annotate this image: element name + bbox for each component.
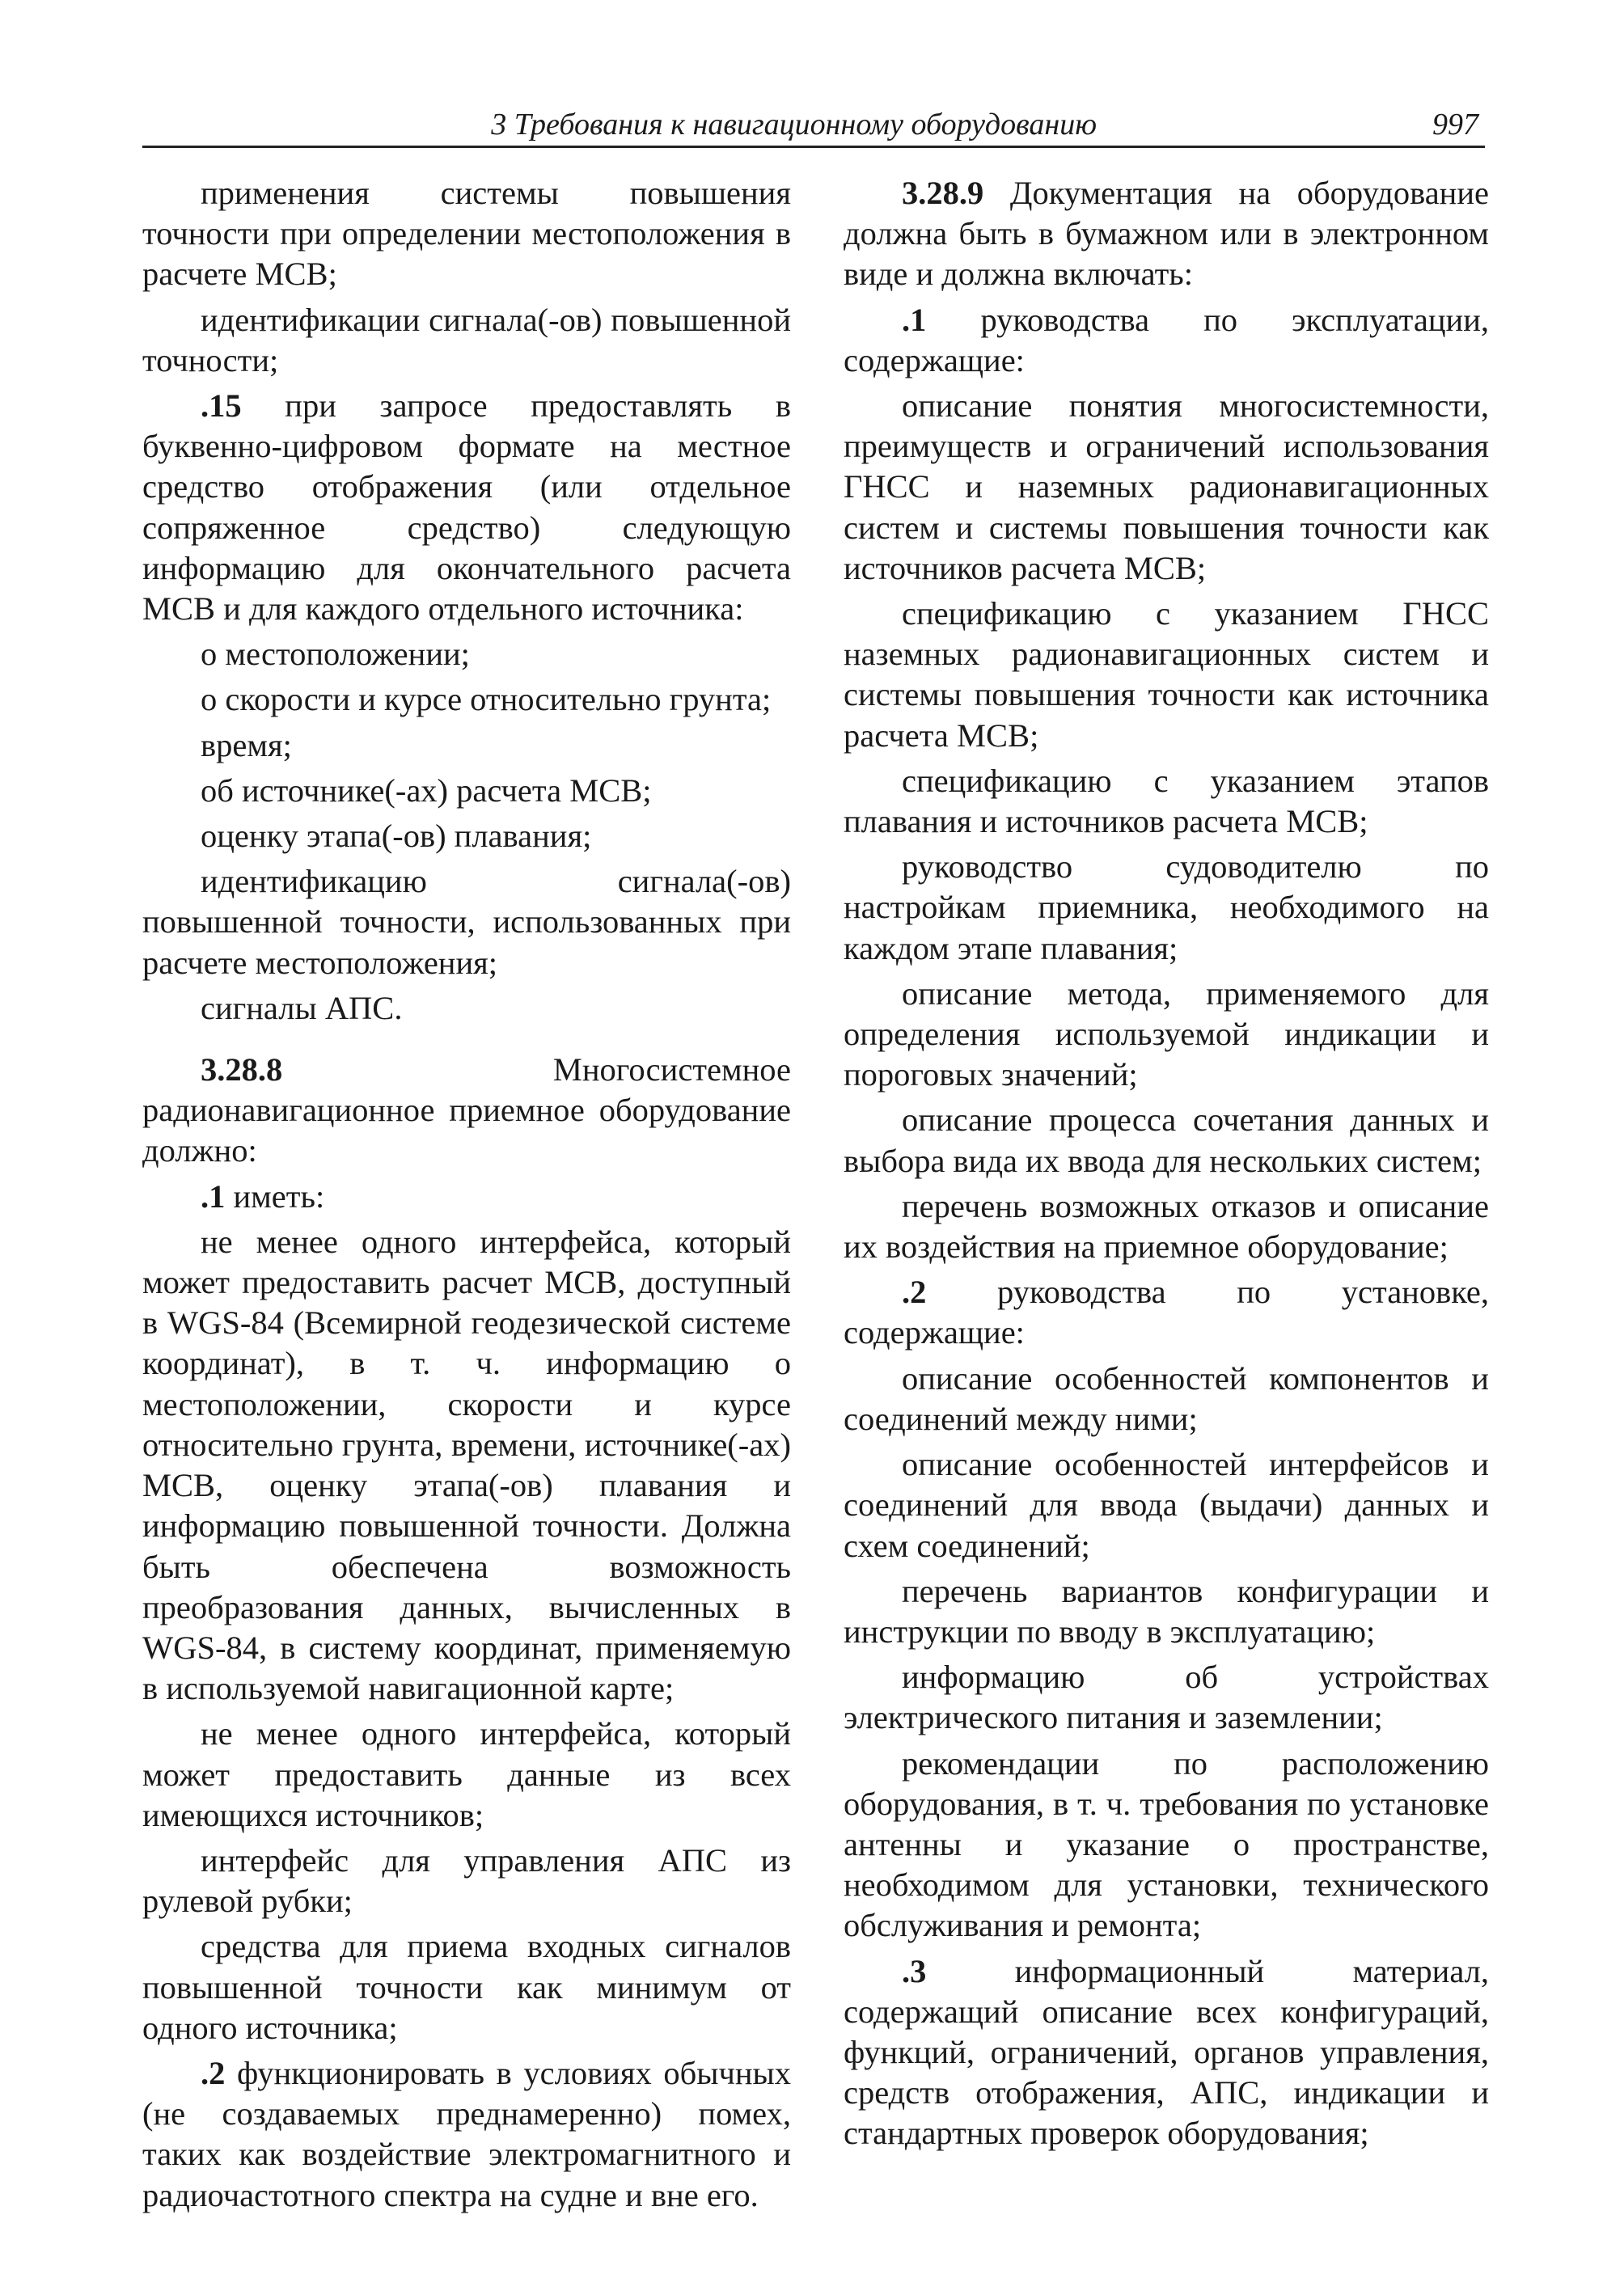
paragraph bbox=[844, 173, 1489, 295]
paragraph-text: описание особенностей интерфейсов и соединений для ввода (выдачи) данных и схем соединений; bbox=[844, 1446, 1489, 1564]
paragraph-text: спецификацию с указанием ГНСС наземных радионавигационных систем и системы повышения точности как источника расчета МСВ; bbox=[844, 595, 1489, 754]
clause-number: 3.28.9 bbox=[902, 175, 984, 211]
paragraph-text: рекомендации по расположению оборудования, в т. ч. требования по установке антенны и указание о пространстве, необходимом для установки, технического обслуживания и ремонта; bbox=[844, 1744, 1489, 1944]
paragraph-text: применения системы повышения точности при определении местоположения в расчете МСВ; bbox=[142, 175, 791, 293]
paragraph-text: о скорости и курсе относительно грунта; bbox=[201, 681, 772, 718]
paragraph bbox=[142, 679, 791, 720]
paragraph-text: идентификацию сигнала(-ов) повышенной точности, использованных при расчете местоположения; bbox=[142, 863, 791, 981]
paragraph bbox=[844, 1359, 1489, 1439]
paragraph bbox=[142, 1050, 791, 1172]
paragraph bbox=[844, 1744, 1489, 1947]
paragraph-text: при запросе предоставлять в буквенно-цифровом формате на местное средство отображения (или отдельное сопряженное средство) следующую информацию для окончательного расчета МСВ и для каждого отдельного источника: bbox=[142, 387, 791, 628]
paragraph bbox=[142, 1714, 791, 1836]
paragraph bbox=[142, 771, 791, 811]
paragraph bbox=[844, 1657, 1489, 1738]
paragraph-text: функционировать в условиях обычных (не создаваемых преднамеренно) помех, таких как воздействие электромагнитного и радиочастотного спектра на судне и вне его. bbox=[142, 2054, 791, 2213]
paragraph-text: средства для приема входных сигналов повышенной точности как минимум от одного источника; bbox=[142, 1928, 791, 2046]
paragraph bbox=[142, 988, 791, 1029]
paragraph bbox=[844, 1444, 1489, 1566]
paragraph bbox=[142, 816, 791, 856]
paragraph-text: описание метода, применяемого для определения используемой индикации и пороговых значений; bbox=[844, 974, 1489, 1093]
paragraph-text: описание процесса сочетания данных и выбора вида их ввода для нескольких систем; bbox=[844, 1101, 1489, 1179]
paragraph-text: не менее одного интерфейса, который может предоставить данные из всех имеющихся источников; bbox=[142, 1715, 791, 1833]
paragraph-text: перечень возможных отказов и описание их воздействия на приемное оборудование; bbox=[844, 1187, 1489, 1266]
paragraph bbox=[844, 1951, 1489, 2154]
paragraph bbox=[844, 1571, 1489, 1652]
paragraph-text: не менее одного интерфейса, который может предоставить расчет МСВ, доступный в WGS-84 (Всемирной геодезической системе координат), в т. ч. информацию о местоположении, скорости и курсе относительно грунта, времени, источнике(-ах) МСВ, оценку этапа(-ов) плавания и информацию повышенной точности. Должна быть обеспечена возможность преобразования данных, вычисленных в WGS-84, в систему координат, применяемую в используемой навигационной карте; bbox=[142, 1223, 791, 1707]
paragraph-text: о местоположении; bbox=[201, 636, 470, 673]
clause-number: 3.28.8 bbox=[201, 1051, 283, 1088]
paragraph-text: руководства по эксплуатации, содержащие: bbox=[844, 301, 1489, 378]
paragraph bbox=[142, 725, 791, 766]
paragraph-text: идентификации сигнала(-ов) повышенной точности; bbox=[142, 301, 791, 378]
paragraph-text: время; bbox=[201, 726, 292, 763]
paragraph bbox=[844, 847, 1489, 969]
clause-number: .1 bbox=[201, 1177, 226, 1215]
paragraph-text: информацию об устройствах электрического питания и заземлении; bbox=[844, 1659, 1489, 1736]
paragraph bbox=[142, 300, 791, 381]
paragraph bbox=[142, 386, 791, 629]
running-title: 3 Требования к навигационному оборудованию bbox=[491, 108, 1097, 142]
clause-number: .15 bbox=[201, 387, 242, 425]
paragraph-text: описание понятия многосистемности, преимуществ и ограничений использования ГНСС и наземных радионавигационных систем и системы повышения точности как источников расчета МСВ; bbox=[844, 387, 1489, 586]
paragraph bbox=[142, 1222, 791, 1709]
page-number: 997 bbox=[1432, 108, 1478, 142]
paragraph bbox=[142, 173, 791, 295]
paragraph bbox=[142, 2053, 791, 2216]
paragraph-text: информационный материал, содержащий описание всех конфигураций, функций, ограничений, органов управления, средств отображения, АПС, индикации и стандартных проверок оборудования; bbox=[844, 1952, 1489, 2152]
clause-number: .2 bbox=[902, 1274, 927, 1311]
paragraph-text: иметь: bbox=[225, 1177, 325, 1215]
right-column bbox=[844, 173, 1489, 2159]
paragraph bbox=[844, 761, 1489, 842]
paragraph-text: спецификацию с указанием этапов плавания и источников расчета МСВ; bbox=[844, 762, 1489, 840]
paragraph-text: руководство судоводителю по настройкам приемника, необходимого на каждом этапе плавания; bbox=[844, 848, 1489, 966]
paragraph-text: об источнике(-ах) расчета МСВ; bbox=[201, 771, 652, 809]
paragraph-text: интерфейс для управления АПС из рулевой рубки; bbox=[142, 1841, 791, 1920]
paragraph-text: описание особенностей компонентов и соединений между ними; bbox=[844, 1359, 1489, 1437]
clause-number: .1 bbox=[902, 301, 927, 338]
paragraph bbox=[844, 1186, 1489, 1267]
paragraph bbox=[142, 1841, 791, 1921]
paragraph-text: руководства по установке, содержащие: bbox=[844, 1274, 1489, 1351]
paragraph-text: перечень вариантов конфигурации и инструкции по вводу в эксплуатацию; bbox=[844, 1572, 1489, 1650]
paragraph bbox=[844, 974, 1489, 1096]
clause-number: .3 bbox=[902, 1952, 927, 1989]
paragraph bbox=[844, 1272, 1489, 1353]
paragraph bbox=[142, 1926, 791, 2048]
clause-number: .2 bbox=[201, 2054, 226, 2091]
paragraph bbox=[844, 1100, 1489, 1181]
paragraph-text: Документация на оборудование должна быть в бумажном или в электронном виде и должна включать: bbox=[844, 175, 1489, 293]
paragraph bbox=[844, 386, 1489, 589]
paragraph-text: сигналы АПС. bbox=[201, 989, 403, 1026]
paragraph-text: оценку этапа(-ов) плавания; bbox=[201, 818, 592, 855]
page-header bbox=[142, 104, 1485, 148]
paragraph bbox=[142, 861, 791, 983]
paragraph bbox=[142, 1177, 791, 1217]
paragraph-text: Многосистемное радионавигационное приемное оборудование должно: bbox=[142, 1051, 791, 1169]
left-column bbox=[142, 173, 791, 2221]
paragraph bbox=[142, 634, 791, 674]
paragraph bbox=[844, 300, 1489, 381]
paragraph bbox=[844, 594, 1489, 756]
